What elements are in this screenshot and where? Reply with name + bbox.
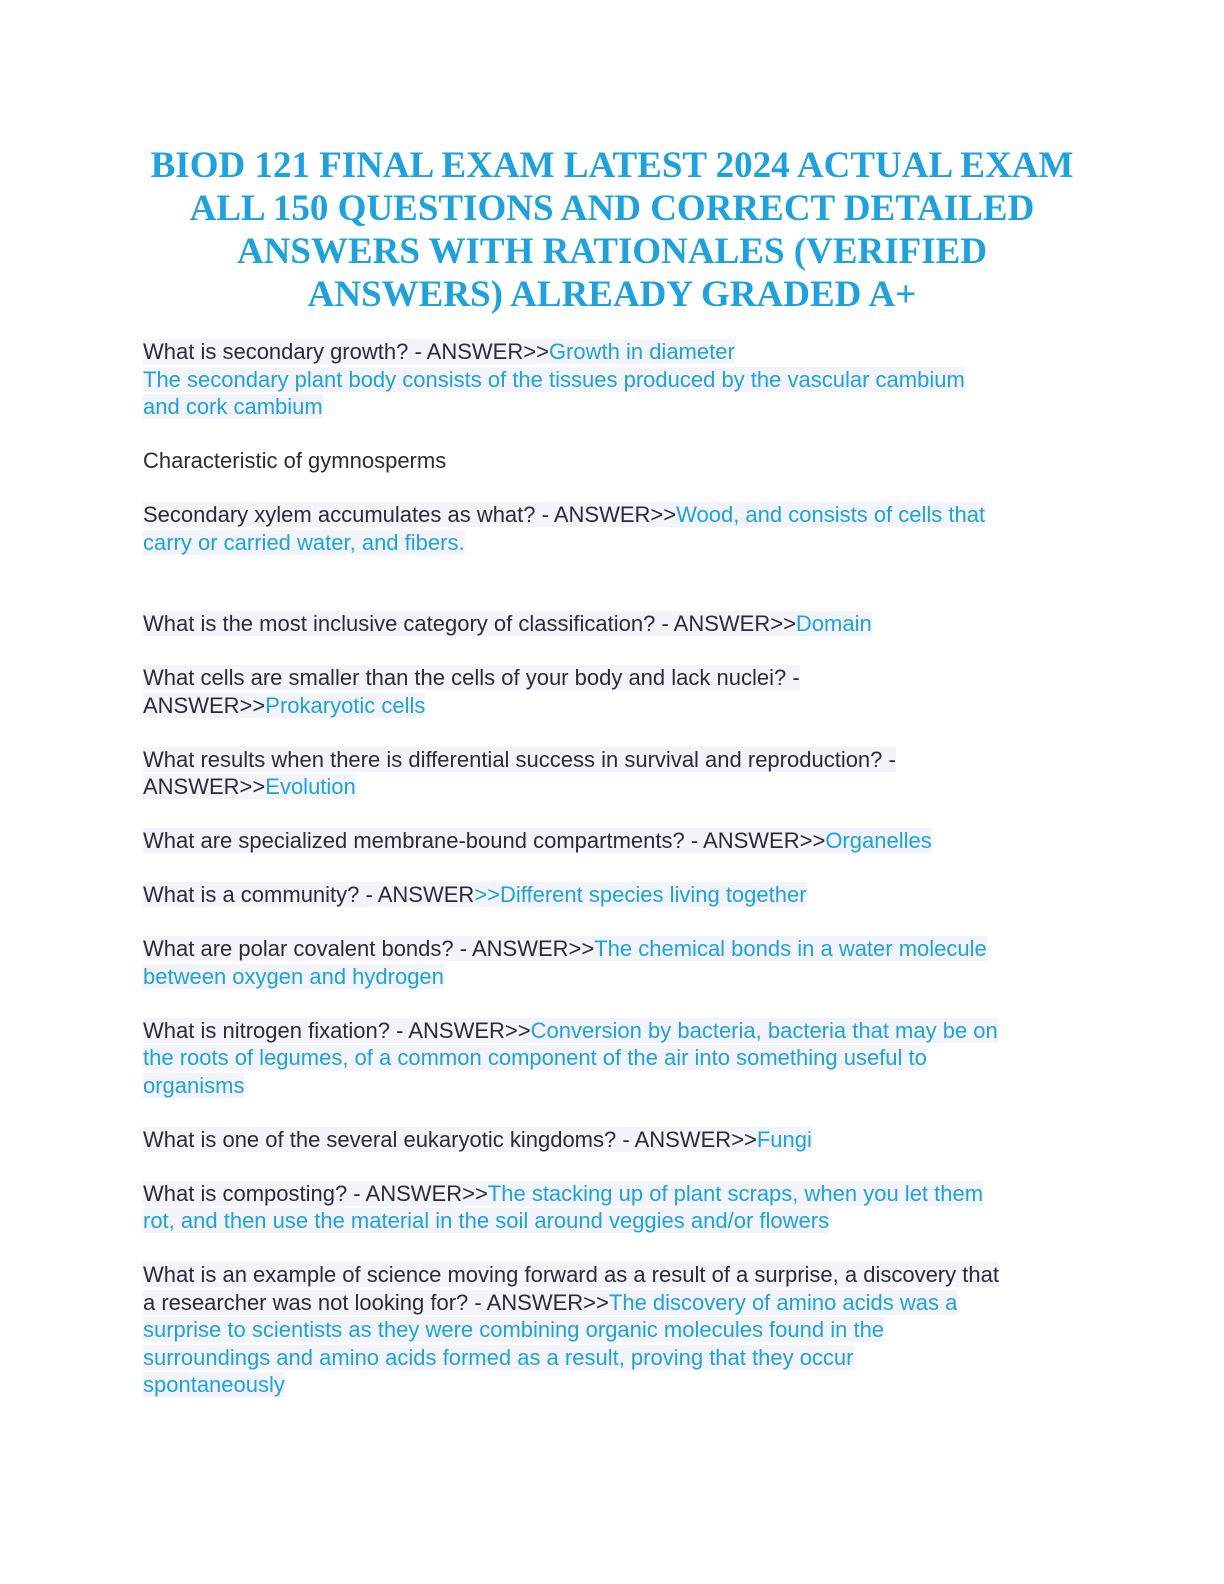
answer-text: Organelles <box>825 828 932 853</box>
question-text: What are polar covalent bonds? - ANSWER>> <box>143 936 595 961</box>
answer-text: The stacking up of plant scraps, when you let them <box>487 1180 984 1206</box>
qa-item <box>143 1017 1083 1100</box>
answer-text: between oxygen and hydrogen <box>143 963 444 989</box>
title-line: ANSWERS) ALREADY GRADED A+ <box>307 274 917 315</box>
answer-text: Fungi <box>756 1126 812 1152</box>
qa-item <box>143 664 1083 719</box>
question-text: What is secondary growth? - ANSWER>> <box>143 339 549 364</box>
question-text: What is an example of science moving forward as a result of a surprise, a discovery that <box>143 1262 999 1287</box>
answer-text: the roots of legumes, of a common component of the air into something useful to <box>143 1045 927 1070</box>
question-text: a researcher was not looking for? - ANSWER>> <box>143 1289 609 1315</box>
question-text: What is one of the several eukaryotic kingdoms? - ANSWER>> <box>143 1126 757 1152</box>
answer-text: and cork cambium <box>143 394 323 419</box>
question-text: What are specialized membrane-bound compartments? - ANSWER>> <box>143 828 826 853</box>
qa-item <box>143 827 1083 855</box>
title-line: ANSWERS WITH RATIONALES (VERIFIED <box>236 231 988 272</box>
question-text: What is nitrogen fixation? - ANSWER>> <box>143 1017 531 1043</box>
answer-text: The secondary plant body consists of the tissues produced by the vascular cambium <box>143 366 965 392</box>
question-text: ANSWER>> <box>143 774 266 799</box>
qa-item <box>143 1261 1083 1399</box>
answer-text: Domain <box>795 611 872 636</box>
question-text: Characteristic of gymnosperms <box>143 448 447 473</box>
qa-item <box>143 501 1083 556</box>
answer-text: >>Different species living together <box>474 882 807 907</box>
answer-text: spontaneously <box>143 1372 285 1397</box>
qa-item <box>143 1180 1083 1235</box>
question-text: What is the most inclusive category of classification? - ANSWER>> <box>143 611 796 636</box>
answer-text: surroundings and amino acids formed as a result, proving that they occur <box>143 1344 854 1370</box>
answer-text: Conversion by bacteria, bacteria that may be on <box>530 1017 998 1043</box>
answer-text: surprise to scientists as they were combining organic molecules found in the <box>143 1317 885 1342</box>
answer-text: carry or carried water, and fibers. <box>143 529 465 555</box>
question-text: What is a community? - ANSWER <box>143 882 475 907</box>
qa-item <box>143 1126 1083 1154</box>
question-text: What results when there is differential success in survival and reproduction? - <box>143 746 896 772</box>
answer-text: The discovery of amino acids was a <box>608 1289 958 1315</box>
answer-text: Growth in diameter <box>548 339 735 364</box>
qa-item <box>143 746 1083 801</box>
answer-text: Evolution <box>265 774 356 799</box>
qa-list <box>143 338 1083 1399</box>
qa-item <box>143 881 1083 909</box>
document-title <box>130 144 1094 316</box>
question-text: What cells are smaller than the cells of your body and lack nuclei? - <box>143 665 800 690</box>
answer-text: organisms <box>143 1072 245 1098</box>
answer-text: rot, and then use the material in the soil around veggies and/or flowers <box>143 1208 830 1233</box>
question-text: Secondary xylem accumulates as what? - ANSWER>> <box>143 502 677 527</box>
question-text: What is composting? - ANSWER>> <box>143 1180 488 1206</box>
qa-item <box>143 447 1083 475</box>
title-line: BIOD 121 FINAL EXAM LATEST 2024 ACTUAL EXAM <box>150 145 1074 186</box>
qa-item <box>143 935 1083 990</box>
question-text: ANSWER>> <box>143 692 266 718</box>
qa-item <box>143 338 1083 421</box>
answer-text: Prokaryotic cells <box>265 692 426 718</box>
answer-text: Wood, and consists of cells that <box>676 502 986 527</box>
qa-item <box>143 610 1083 638</box>
answer-text: The chemical bonds in a water molecule <box>594 936 987 961</box>
title-line: ALL 150 QUESTIONS AND CORRECT DETAILED <box>189 188 1035 229</box>
